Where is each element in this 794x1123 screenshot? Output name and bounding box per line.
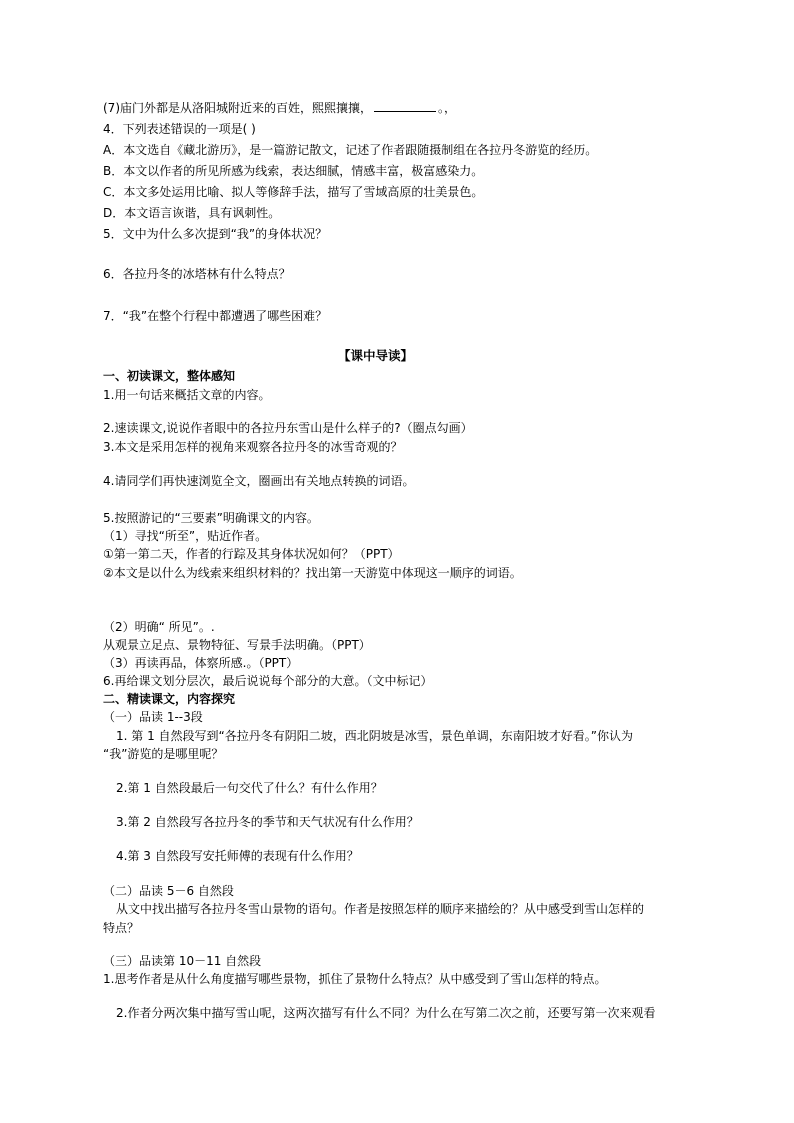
part2-sub1: （一）品读 1--3段 — [103, 710, 203, 724]
part1-q5: 5.按照游记的“三要素”明确课文的内容。 — [103, 511, 319, 525]
part1-q2: 2.速读课文,说说作者眼中的各拉丹东雪山是什么样子的?（圈点勾画） — [103, 421, 473, 435]
part1-q3: 3.本文是采用怎样的视角来观察各拉丹冬的冰雪奇观的？ — [103, 440, 403, 454]
part2-sub1-q1: 1. 第 1 自然段写到“各拉丹冬有阴阳二坡，西北阴坡是冰雪，景色单调，东南阳坡才好看。”你认为 — [116, 729, 633, 743]
part2-sub1-q4: 4.第 3 自然段写安托师傅的表现有什么作用？ — [116, 849, 359, 863]
q4-option-d: D．本文语言诙谐，具有讽刺性。 — [103, 206, 281, 220]
part1-q4: 4.请同学们再快速浏览全文，圈画出有关地点转换的词语。 — [103, 474, 415, 488]
part2-sub2-text: 从文中找出描写各拉丹冬雪山景物的语句。作者是按照怎样的顺序来描绘的？从中感受到雪山怎样的 — [116, 902, 645, 916]
part2-sub2: （二）品读 5－6 自然段 — [103, 884, 234, 898]
q4-option-c: C．本文多处运用比喻、拟人等修辞手法，描写了雪域高原的壮美景色。 — [103, 185, 484, 199]
q3-item7-end: 。， — [438, 101, 457, 115]
part2-sub3: （三）品读第 10－11 自然段 — [103, 954, 262, 968]
part2-sub1-q1-cont: “我”游览的是哪里呢？ — [103, 747, 224, 761]
q7: 7．“我”在整个行程中都遭遇了哪些困难？ — [103, 309, 328, 323]
q4-option-b: B．本文以作者的所见所感为线索，表达细腻，情感丰富，极富感染力。 — [103, 164, 484, 178]
part1-q5-1a: ①第一第二天，作者的行踪及其身体状况如何？（PPT） — [103, 547, 400, 561]
part2-sub3-q2: 2.作者分两次集中描写雪山呢，这两次描写有什么不同？为什么在写第二次之前，还要写第一次来观看 — [116, 1006, 656, 1020]
part1-q5-2: （2）明确“ 所见”。. — [103, 620, 215, 634]
q5: 5．文中为什么多次提到“我”的身体状况？ — [103, 227, 328, 241]
q4-option-a: A．本文选自《藏北游历》，是一篇游记散文，记述了作者跟随摄制组在各拉丹冬游览的经历。 — [103, 143, 598, 157]
part1-q5-1b: ②本文是以什么为线索来组织材料的？找出第一天游览中体现这一顺序的词语。 — [103, 566, 522, 580]
section-title: 【课中导读】 — [338, 348, 414, 363]
part2-sub3-q1: 1.思考作者是从什么角度描写哪些景物，抓住了景物什么特点？从中感受到了雪山怎样的特点。 — [103, 972, 607, 986]
q4-stem: 4．下列表述错误的一项是( ) — [103, 122, 256, 136]
part2-heading: 二、精读课文，内容探究 — [103, 692, 236, 706]
part2-sub2-text-cont: 特点？ — [103, 921, 140, 935]
part1-q1: 1.用一句话来概括文章的内容。 — [103, 388, 271, 402]
part1-q5-1: （1）寻找“所至”，贴近作者。 — [103, 529, 268, 543]
part1-heading: 一、初读课文，整体感知 — [103, 369, 236, 383]
part1-q6: 6.再给课文划分层次，最后说说每个部分的大意。（文中标记） — [103, 674, 433, 688]
q6: 6．各拉丹冬的冰塔林有什么特点？ — [103, 267, 291, 281]
q3-item7-text: (7)庙门外都是从洛阳城附近来的百姓，熙熙攘攘， — [103, 101, 372, 115]
part1-q5-3: （3）再读再品，体察所感.。（PPT） — [103, 656, 299, 670]
part2-sub1-q2: 2.第 1 自然段最后一句交代了什么？有什么作用？ — [116, 781, 383, 795]
part2-sub1-q3: 3.第 2 自然段写各拉丹冬的季节和天气状况有什么作用？ — [116, 815, 419, 829]
q3-item7-line — [103, 99, 456, 117]
fill-blank[interactable] — [374, 101, 436, 112]
part1-q5-2a: 从观景立足点、景物特征、写景手法明确。（PPT） — [103, 638, 371, 652]
